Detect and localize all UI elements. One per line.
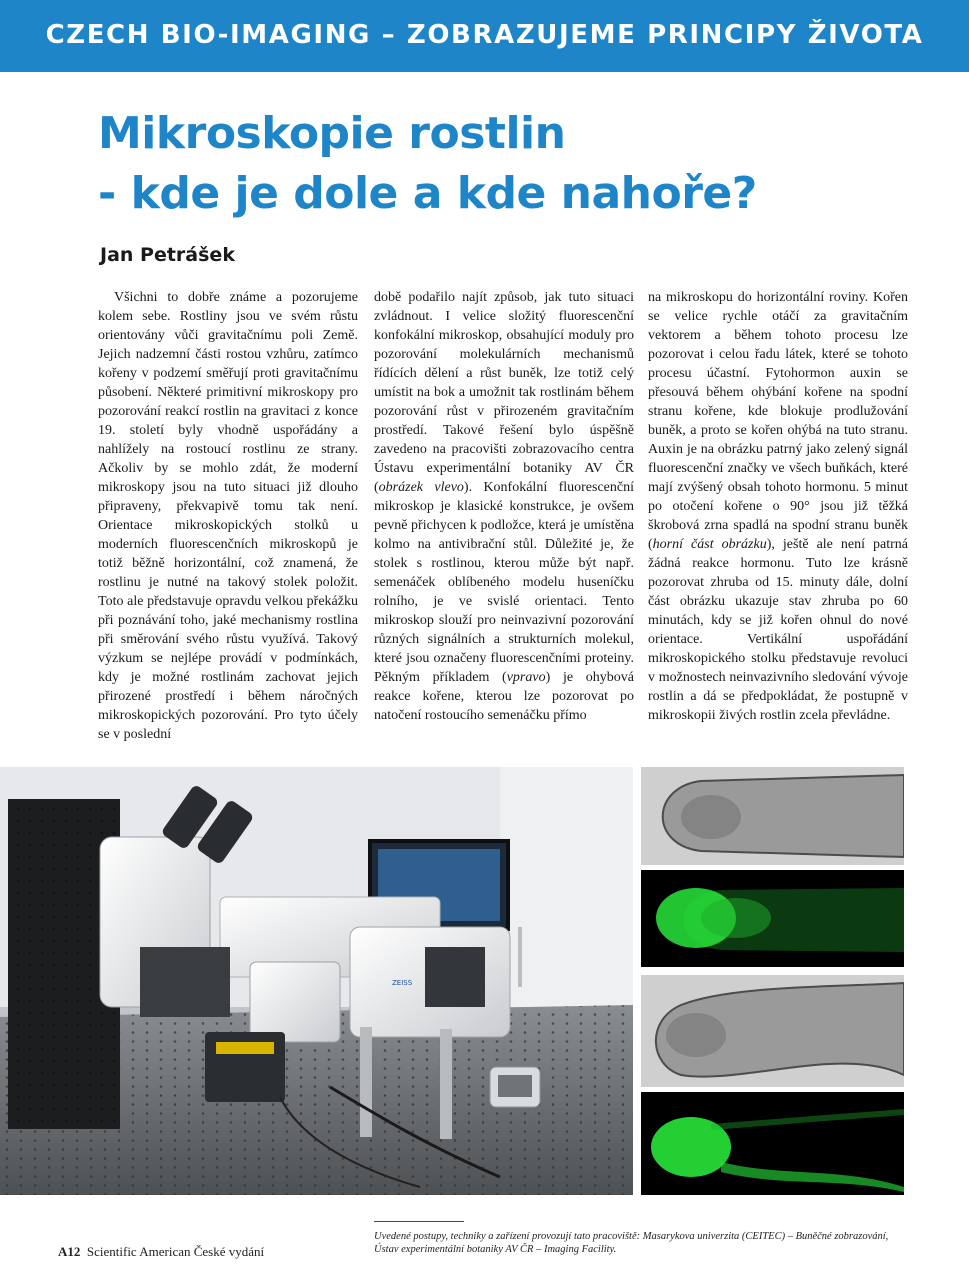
root-gfp-5min <box>641 870 904 967</box>
support-post-1 <box>360 1027 372 1137</box>
column3-text-a: na mikroskopu do horizontální roviny. Kořen se velice rychle otáčí za gravitačním vektorem a během tohoto procesu lze pozorovat i celou řadu látek, které se tohoto procesu účastní. Fytohormon auxin se přesouvá během ohýbání kořene na spodní stranu kořene, kde blokuje prodlužování buněk, a proto se kořen ohýbá na tuto stranu. Auxin je na obrázku patrný jako zelený signál fluorescenční značky ve všech buňkách, které mají zvýšený obsah tohoto hormonu. 5 minut po otočení kořene o 90° jsou již těžká škrobová zrna spadlá na spodní stranu buněk ( <box>648 290 908 552</box>
article-title-line1: Mikroskopie rostlin <box>98 108 566 159</box>
column2-text-b: ). Konfokální fluorescenční mikroskop je klasické konstrukce, je ovšem pevně přichycen k podložce, která je umístěna kolmo na antivibrační stůl. Důležité je, že stolek s rostlinou, kterou může být např. semenáček oblíbeného modelu huseníčku rolního, je ve svislé orientaci. Tento mikroskop slouží pro neinvazivní pozorování různých signálních a strukturních molekul, které jsou označeny fluorescenčními proteiny. Pěkným příkladem ( <box>374 480 634 685</box>
article-author: Jan Petrášek <box>100 244 235 266</box>
microscope-photo <box>0 767 633 1195</box>
article-title-line2: - kde je dole a kde nahoře? <box>98 168 757 219</box>
microscope-illustration <box>0 767 633 1195</box>
column2-text-a: době podařilo najít způsob, jak tuto situaci zvládnout. I velice složitý fluorescenční konfokální mikroskop, obsahující moduly pro pozorování molekulárních mechanismů řídících dělení a růst buněk, lze totiž celý umístit na bok a umožnit tak rostlinám během pozorování růst v přirozeném gravitačním prostředí. Takové řešení bylo úspěšně zavedeno na pracovišti zobrazovacího centra Ústavu experimentální botaniky AV ČR ( <box>374 290 634 495</box>
root-gfp-5min-image <box>641 870 904 967</box>
root-cap-cells <box>681 795 741 839</box>
body-column-3 <box>648 288 908 725</box>
support-post-2 <box>440 1029 452 1139</box>
root-brightfield-60min-image <box>641 975 904 1087</box>
article-title <box>98 104 757 224</box>
column2-ref-right: vpravo <box>506 670 546 685</box>
column2-paragraph <box>374 288 634 725</box>
root-gfp-60min <box>641 1092 904 1195</box>
brand-label: ZEISS <box>392 979 413 987</box>
column3-ref-top: horní část obrázku <box>652 537 767 552</box>
body-column-2 <box>374 288 634 725</box>
door-frame <box>518 927 522 987</box>
page-footer <box>58 1244 264 1260</box>
column2-ref-left: obrázek vlevo <box>378 480 464 495</box>
publication-name: Scientific American České vydání <box>86 1244 265 1259</box>
auxin-signal-trail <box>701 898 771 938</box>
microscope-stage <box>140 947 230 1017</box>
footnote-rule <box>374 1221 464 1222</box>
camera-label <box>216 1042 274 1054</box>
body-column-1 <box>98 288 358 744</box>
column2-text-c: ) je ohybová reakce kořene, kterou lze pozorovat po natočení rostoucího semenáčku přímo <box>374 670 634 723</box>
footnote: Uvedené postupy, techniky a zařízení provozují tato pracoviště: Masarykova univerzita (CEITEC) – Buněčné zobrazování, Ústav experimentální botaniky AV ČR – Imaging Facility. <box>374 1231 889 1255</box>
column3-paragraph <box>648 288 908 725</box>
root-brightfield-60min <box>641 975 904 1087</box>
scan-head-vent <box>425 947 485 1007</box>
column3-text-b: ), ještě ale není patrná žádná reakce hormonu. Tuto lze krásně pozorovat zhruba od 15. minuty dále, dolní část obrázku ukazuje stav zhruba po 60 minutách, kdy se již kořen ohnul do nové orientace. Vertikální uspořádání mikroskopického stolku představuje revoluci v možnostech neinvazivního sledování vývoje rostlin a dá se předpokládat, že postupně v mikroskopii živých rostlin zcela převládne. <box>648 537 909 723</box>
header-banner <box>0 0 969 72</box>
column1-text: Všichni to dobře známe a pozorujeme kolem sebe. Rostliny jsou ve svém růstu orientovány vůči gravitačnímu poli Země. Jejich nadzemní části rostou vzhůru, zatímco kořeny v podzemí směřují proti gravitačnímu působení. Některé primitivní mikroskopy pro pozorování reakcí rostlin na gravitaci z konce 19. století byly vhodně uspořádány a nahlížely na rostoucí rostlinu ze strany. Ačkoliv by se mohlo zdát, že moderní mikroskopy jsou na tuto situaci již dlouho připraveny, překvapivě tomu tak není. Orientace mikroskopických stolků u moderních fluorescenčních mikroskopů je totiž běžně horizontální, což znamená, že rostlinu je nutné na takový stolek položit. Toto ale představuje opravdu velkou překážku při poznávání toho, jaké mechanismy rostlina při směrování svého růstu využívá. Takový výzkum se nejlépe provádí v podmínkách, kdy je možné rostlinám zachovat jejich přirozené prostředí i během náročných mikroskopických pozorování. Pro tyto účely se v poslední <box>98 290 358 742</box>
page-number: A12 <box>58 1244 81 1259</box>
root-brightfield-5min-image <box>641 767 904 865</box>
root-brightfield-5min <box>641 767 904 865</box>
root-gfp-60min-image <box>641 1092 904 1195</box>
control-display <box>498 1075 532 1097</box>
banner-title: CZECH BIO-IMAGING – ZOBRAZUJEME PRINCIPY ŽIVOTA <box>45 20 924 50</box>
detector-module <box>250 962 340 1042</box>
root-cap-cells <box>666 1013 726 1057</box>
